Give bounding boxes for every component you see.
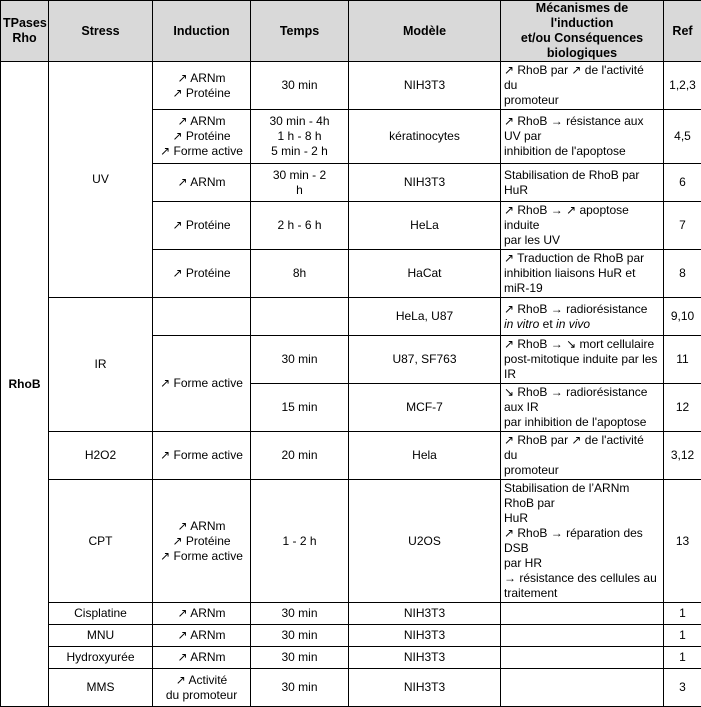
mecanismes-cell [501, 603, 664, 625]
mecanismes-cell: ↘ RhoB → radiorésistance aux IR par inhibition de l'apoptose [501, 384, 664, 432]
induction-cell: ↗ ARNm [153, 603, 251, 625]
temps-cell: 30 min - 4h 1 h - 8 h 5 min - 2 h [251, 110, 349, 164]
ref-cell: 1,2,3 [664, 62, 701, 110]
ref-cell: 13 [664, 480, 701, 603]
stress-cell: Cisplatine [49, 603, 153, 625]
temps-cell: 20 min [251, 432, 349, 480]
mecanismes-cell: Stabilisation de l’ARNm RhoB par HuR ↗ RhoB → réparation des DSB par HR → résistance des cellules au traitement [501, 480, 664, 603]
mecanismes-cell [501, 625, 664, 647]
temps-cell: 2 h - 6 h [251, 202, 349, 250]
header-rho: TPases Rho [1, 1, 49, 62]
modele-cell: MCF-7 [349, 384, 501, 432]
modele-cell: NIH3T3 [349, 603, 501, 625]
stress-cell: Hydroxyurée [49, 647, 153, 669]
ref-cell: 1 [664, 603, 701, 625]
ref-cell: 9,10 [664, 298, 701, 336]
stress-cell: IR [49, 298, 153, 432]
modele-cell: U2OS [349, 480, 501, 603]
ref-cell: 4,5 [664, 110, 701, 164]
induction-cell: ↗ ARNm ↗ Protéine ↗ Forme active [153, 110, 251, 164]
modele-cell: U87, SF763 [349, 336, 501, 384]
mecanismes-cell [501, 647, 664, 669]
induction-cell: ↗ Forme active [153, 432, 251, 480]
temps-cell: 30 min [251, 603, 349, 625]
modele-cell: NIH3T3 [349, 62, 501, 110]
temps-cell: 1 - 2 h [251, 480, 349, 603]
ref-cell: 1 [664, 625, 701, 647]
ref-cell: 12 [664, 384, 701, 432]
stress-cell: UV [49, 62, 153, 298]
modele-cell: kératinocytes [349, 110, 501, 164]
mecanismes-text: et [539, 317, 556, 331]
temps-cell: 30 min [251, 647, 349, 669]
induction-cell: ↗ ARNm ↗ Protéine [153, 62, 251, 110]
ref-cell: 11 [664, 336, 701, 384]
temps-cell: 15 min [251, 384, 349, 432]
mecanismes-cell: Stabilisation de RhoB par HuR [501, 164, 664, 202]
table-row [1, 647, 701, 669]
induction-cell: ↗ ARNm [153, 164, 251, 202]
ref-cell: 1 [664, 647, 701, 669]
induction-cell: ↗ ARNm [153, 647, 251, 669]
header-ref: Ref [664, 1, 701, 62]
induction-cell: ↗ ARNm [153, 625, 251, 647]
table-row [1, 625, 701, 647]
mecanismes-text: ↗ RhoB → radiorésistance [504, 302, 647, 316]
header-mecanismes: Mécanismes de l'induction et/ou Conséquences biologiques [501, 1, 664, 62]
header-stress: Stress [49, 1, 153, 62]
induction-cell: ↗ ARNm ↗ Protéine ↗ Forme active [153, 480, 251, 603]
stress-cell: MMS [49, 669, 153, 707]
modele-cell: HaCat [349, 250, 501, 298]
modele-cell: HeLa, U87 [349, 298, 501, 336]
mecanismes-cell: ↗ RhoB → ↗ apoptose induite par les UV [501, 202, 664, 250]
ref-cell: 3 [664, 669, 701, 707]
induction-cell [153, 298, 251, 336]
temps-cell: 30 min [251, 62, 349, 110]
induction-cell: ↗ Protéine [153, 202, 251, 250]
temps-cell: 30 min - 2 h [251, 164, 349, 202]
table-row [1, 669, 701, 707]
header-row [1, 1, 701, 62]
ref-cell: 8 [664, 250, 701, 298]
table-row [1, 298, 701, 336]
mecanismes-cell: ↗ RhoB → résistance aux UV par inhibition de l'apoptose [501, 110, 664, 164]
table-row [1, 432, 701, 480]
stress-cell: CPT [49, 480, 153, 603]
mecanismes-cell [501, 669, 664, 707]
mecanismes-cell: ↗ RhoB → ↘ mort cellulaire post-mitotique induite par les IR [501, 336, 664, 384]
ref-cell: 6 [664, 164, 701, 202]
modele-cell: NIH3T3 [349, 164, 501, 202]
modele-cell: NIH3T3 [349, 669, 501, 707]
mecanismes-cell: ↗ RhoB par ↗ de l'activité du promoteur [501, 62, 664, 110]
mecanismes-cell: ↗ RhoB par ↗ de l'activité du promoteur [501, 432, 664, 480]
induction-cell: ↗ Forme active [153, 336, 251, 432]
header-temps: Temps [251, 1, 349, 62]
modele-cell: NIH3T3 [349, 625, 501, 647]
mecanismes-cell [501, 298, 664, 336]
rho-cell: RhoB [1, 62, 49, 707]
header-modele: Modèle [349, 1, 501, 62]
modele-cell: HeLa [349, 202, 501, 250]
induction-cell: ↗ Activité du promoteur [153, 669, 251, 707]
stress-cell: H2O2 [49, 432, 153, 480]
induction-cell: ↗ Protéine [153, 250, 251, 298]
table-row [1, 62, 701, 110]
temps-cell: 30 min [251, 669, 349, 707]
header-induction: Induction [153, 1, 251, 62]
temps-cell: 30 min [251, 625, 349, 647]
mecanismes-italic: in vivo [556, 317, 590, 331]
table-row [1, 603, 701, 625]
ref-cell: 3,12 [664, 432, 701, 480]
modele-cell: Hela [349, 432, 501, 480]
temps-cell: 30 min [251, 336, 349, 384]
temps-cell [251, 298, 349, 336]
temps-cell: 8h [251, 250, 349, 298]
stress-cell: MNU [49, 625, 153, 647]
mecanismes-cell: ↗ Traduction de RhoB par inhibition liaisons HuR et miR-19 [501, 250, 664, 298]
ref-cell: 7 [664, 202, 701, 250]
table-row [1, 480, 701, 603]
mecanismes-italic: in vitro [504, 317, 539, 331]
modele-cell: NIH3T3 [349, 647, 501, 669]
